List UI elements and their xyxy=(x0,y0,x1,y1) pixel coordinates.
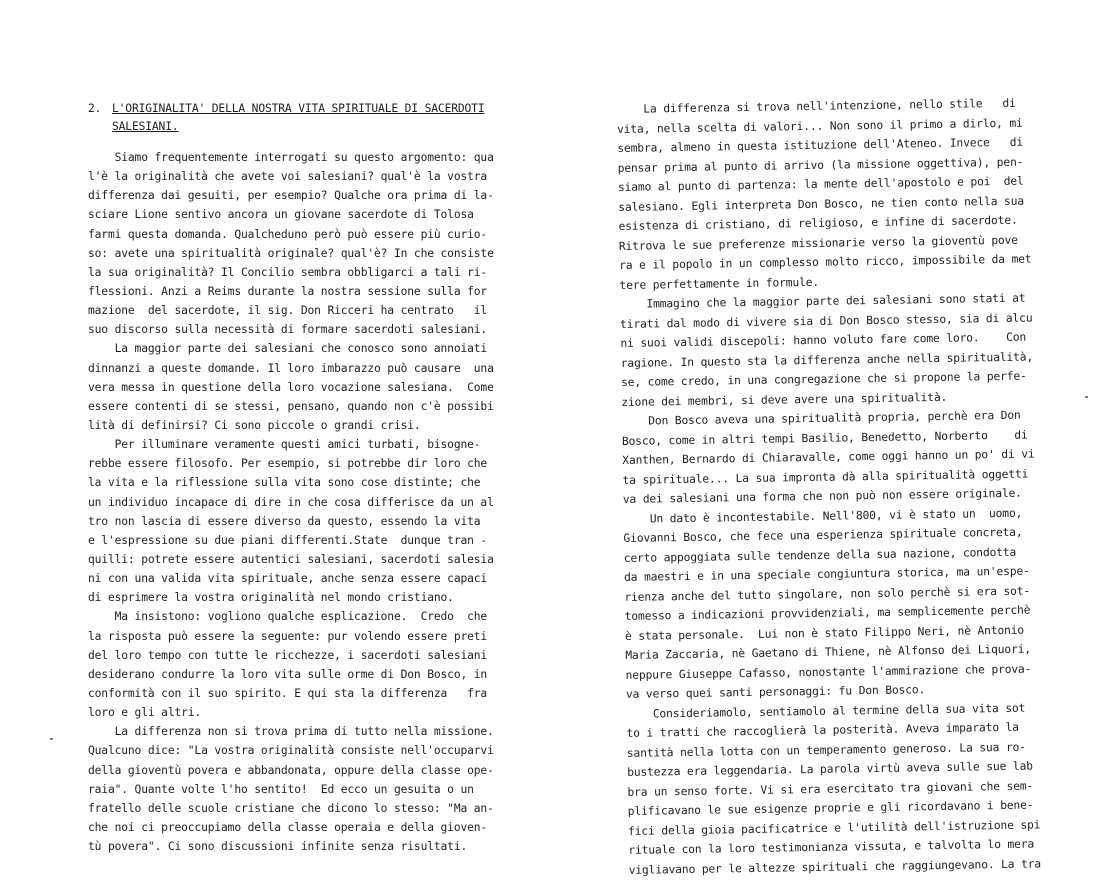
text-line: è stata personale. Lui non è stato Filippo Neri, nè Antonio xyxy=(624,623,1025,643)
text-line: Per illuminare veramente questi amici turbati, bisogne- xyxy=(88,438,481,452)
text-line: Un dato è incontestabile. Nell'800, vi è stato un uomo, xyxy=(623,506,1023,526)
text-line: rienza anche del tutto singolare, non solo perchè si era sot- xyxy=(624,584,1031,604)
text-line: suo discorso sulla necessità di formare sacerdoti salesiani. xyxy=(88,323,488,337)
text-line: tro non lascia di essere diverso da questo, essendo la vita xyxy=(88,514,481,528)
text-line: bustezza era leggendaria. La parola virtù aveva sulle sue lab xyxy=(627,759,1033,779)
text-line: tere perfettamente in formule. xyxy=(619,275,820,292)
text-line: Xanthen, Bernardo di Chiaravalle, come oggi hanno un po' di vi xyxy=(622,447,1035,467)
text-line: La maggior parte dei salesiani che conosco sono annoiati xyxy=(88,342,488,356)
text-line: Ma insistono: vogliono qualche esplicazione. Credo che xyxy=(88,610,488,624)
text-line: lità di definirsi? Ci sono piccole o grandi crisi. xyxy=(88,418,421,432)
text-line: rebbe essere filosofo. Per esempio, si potrebbe dir loro che xyxy=(88,457,488,471)
right-page-text xyxy=(617,94,1042,880)
section-title-line-1: L'ORIGINALITA' DELLA NOSTRA VITA SPIRITUALE DI SACERDOTI xyxy=(112,102,485,115)
text-line: Siamo frequentemente interrogati su questo argomento: qua xyxy=(88,151,494,164)
text-line: se, come credo, in una congregazione che si propone la perfe- xyxy=(620,369,1027,389)
text-line: Bosco, come in altri tempi Basilio, Benedetto, Norberto di xyxy=(621,428,1028,448)
text-line: neppure Giuseppe Cafasso, nonostante l'ammirazione che prova- xyxy=(625,662,1032,682)
text-line: so: avete una spiritualità originale? qual'è? In che consiste xyxy=(88,246,494,260)
text-line: ra e il popolo in un complesso molto ricco, impossibile da met xyxy=(619,252,1032,272)
section-heading xyxy=(88,100,484,136)
text-line: tirati dal modo di vivere sia di Don Bosco stesso, sia di alcu xyxy=(619,310,1033,331)
text-line: Ritrova le sue preferenze missionarie verso la gioventù pove xyxy=(618,233,1019,253)
text-line: La differenza si trova nell'intenzione, nello stile di xyxy=(616,96,1016,116)
text-line: Don Bosco aveva una spiritualità propria, perchè era Don xyxy=(621,408,1021,428)
text-line: salesiano. Egli interpreta Don Bosco, ne tien conto nella sua xyxy=(618,194,1025,214)
text-line: fici della gioia pacificatrice e l'utilità dell'istruzione spi xyxy=(627,817,1041,838)
text-line: sciare Lione sentivo ancora un giovane sacerdote di Tolosa xyxy=(88,208,474,222)
text-line: che noi ci preoccupiamo della classe operaia e della gioven- xyxy=(88,820,488,834)
text-line: va dei salesiani una forma che non può non essere originale. xyxy=(622,486,1022,506)
text-line: farmi questa domanda. Qualcheduno però può essere più curio- xyxy=(88,227,488,241)
text-line: bra un senso forte. Vi si era esercitato tra giovani che sem- xyxy=(627,779,1034,799)
text-line: ta spirituale... La sua impronta dà alla spiritualità oggetti xyxy=(622,467,1029,487)
section-number: 2. xyxy=(88,102,102,115)
text-line: quilli: potrete essere autentici salesiani, sacerdoti salesia xyxy=(88,552,494,566)
text-line: santità nella lotta con un temperamento generoso. La sua ro- xyxy=(626,740,1026,760)
text-line: conformità con il suo spirito. E qui sta la differenza fra xyxy=(88,686,488,700)
text-line: un individuo incapace di dire in che cosa differisce da un al xyxy=(88,495,494,509)
text-line: la vita e la riflessione sulla vita sono cose distinte; che xyxy=(88,476,481,490)
text-line: della gioventù povera e abbandonata, oppure della classe ope- xyxy=(88,763,494,777)
text-line: essere contenti di se stessi, pensano, quando non c'è possibi xyxy=(88,399,494,413)
text-line: plificavano le sue esigenze proprie e gli ricordavano i bene- xyxy=(627,798,1034,818)
text-line: La differenza non si trova prima di tutto nella missione. xyxy=(88,725,494,739)
text-line: ni con una valida vita spirituale, anche senza essere capaci xyxy=(88,572,488,586)
text-line: vera messa in questione della loro vocazione salesiana. Come xyxy=(88,380,494,394)
text-line: loro e gli altri. xyxy=(88,706,202,720)
text-line: rituale con la loro testimonianza vissuta, e talvolta lo mera xyxy=(628,837,1035,857)
text-line: Giovanni Bosco, che fece una esperienza spirituale concreta, xyxy=(623,525,1023,545)
text-line: la risposta può essere la seguente: pur volendo essere preti xyxy=(88,629,488,643)
scan-speck xyxy=(50,738,53,740)
text-line: vita, nella scelta di valori... Non sono il primo a dirlo, mi xyxy=(616,116,1023,136)
text-line: sembra, almeno in questa istituzione dell'Ateneo. Invece di xyxy=(617,135,1024,155)
text-line: Qualcuno dice: "La vostra originalità consiste nell'occuparvi xyxy=(88,744,494,758)
text-line: certo appoggiata sulle tendenze della sua nazione, condotta xyxy=(623,545,1017,565)
text-line: l'è la originalità che avete voi salesiani? qual'è la vostra xyxy=(88,170,488,184)
text-line: e l'espressione su due piani differenti.State dunque tran - xyxy=(88,533,488,547)
scan-speck xyxy=(1085,396,1088,398)
text-line: esistenza di cristiano, di religioso, e infine di sacerdote. xyxy=(618,213,1018,233)
text-line: raia". Quante volte l'ho sentito! Ed ecco un gesuita o un xyxy=(88,782,474,796)
text-line: differenza dai gesuiti, per esempio? Qualche ora prima di la- xyxy=(88,189,494,203)
text-line: tomesso a indicazioni provvidenziali, ma semplicemente perchè xyxy=(624,603,1031,623)
section-title-line-2: SALESIANI. xyxy=(112,120,179,133)
text-line: ragione. In questo sta la differenza anche nella spiritualità, xyxy=(620,349,1034,370)
text-line: desiderano condurre la loro vita sulle orme di Don Bosco, in xyxy=(88,667,488,681)
text-line: del loro tempo con tutte le ricchezze, i sacerdoti salesiani xyxy=(88,648,488,662)
text-line: va verso quei santi personaggi: fu Don Bosco. xyxy=(625,683,926,701)
text-line: zione dei membri, si deve avere una spiritualità. xyxy=(621,390,948,409)
text-line: ni suoi validi discepoli: hanno voluto fare come loro. Con xyxy=(620,330,1027,350)
text-line: di esprimere la vostra originalità nel mondo cristiano. xyxy=(88,591,454,605)
text-line: to i tratti che raccoglierà la posterità. Aveva imparato la xyxy=(626,720,1020,740)
text-line: Immagino che la maggior parte dei salesiani sono stati at xyxy=(619,291,1026,311)
text-line: Consideriamolo, sentiamolo al termine della sua vita sot xyxy=(626,701,1026,721)
left-page-text xyxy=(88,148,494,856)
text-line: la sua originalità? Il Concilio sembra obbligarci a tali ri- xyxy=(88,265,488,279)
text-line: tù povera". Ci sono discussioni infinite senza risultati. xyxy=(88,840,468,854)
text-line: pensar prima al punto di arrivo (la missione oggettiva), pen- xyxy=(617,155,1024,175)
text-line: mazione del sacerdote, il sig. Don Ricceri ha centrato il xyxy=(88,304,488,318)
text-line: siamo al punto di partenza: la mente dell'apostolo e poi del xyxy=(617,174,1024,194)
text-line: fratello delle scuole cristiane che dicono lo stesso: "Ma an- xyxy=(88,801,494,815)
text-line: da maestri e in una speciale congiuntura storica, ma un'espe- xyxy=(623,564,1030,584)
text-line: flessioni. Anzi a Reims durante la nostra sessione sulla for xyxy=(88,284,488,298)
text-line: vigliavano per le altezze spirituali che raggiungevano. La tra xyxy=(628,856,1042,877)
text-line: Maria Zaccaria, nè Gaetano di Thiene, nè Alfonso dei Liquori, xyxy=(625,642,1032,662)
text-line: dinnanzi a queste domande. Il loro imbarazzo può causare una xyxy=(88,361,494,375)
